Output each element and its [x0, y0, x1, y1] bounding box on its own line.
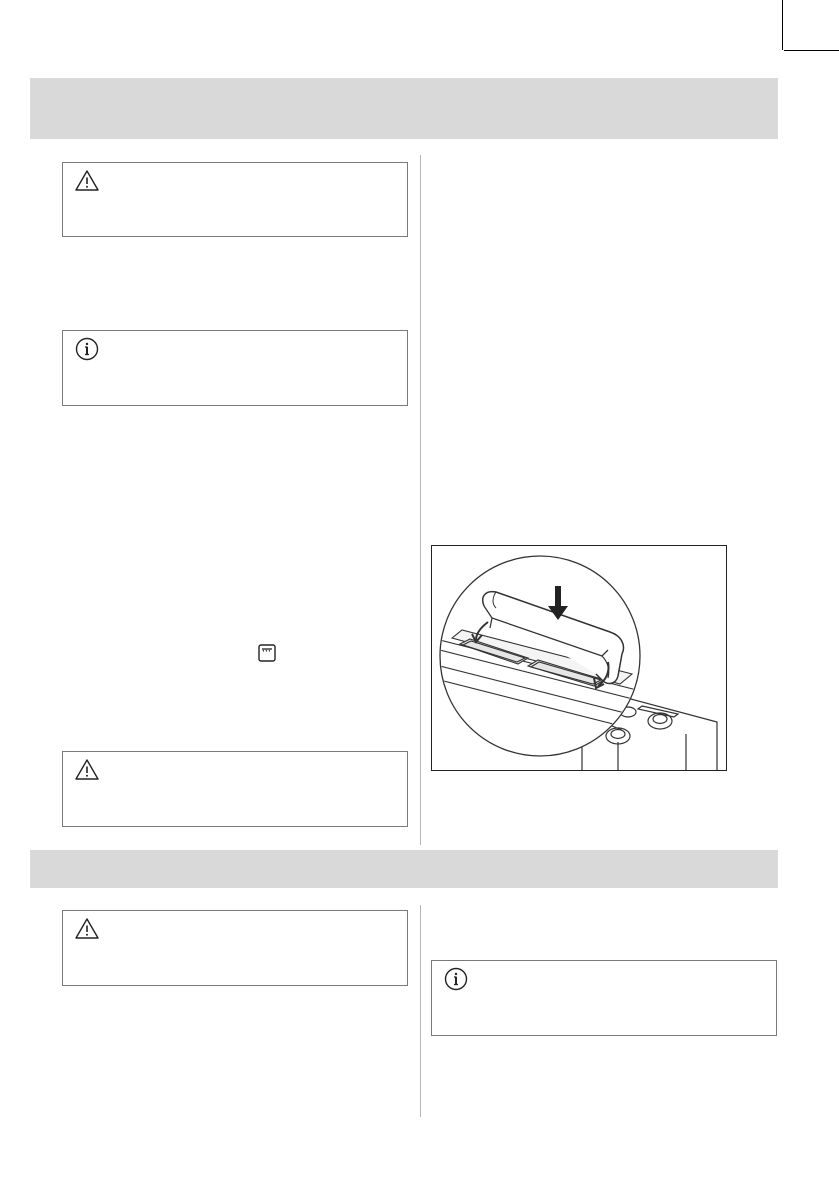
info-notice-1: [62, 330, 408, 406]
info-notice-2: [431, 960, 777, 1036]
warning-triangle-icon: [75, 169, 99, 193]
section-header-bar-1: [30, 78, 778, 139]
column-divider-1: [420, 155, 421, 845]
info-circle-icon: [444, 967, 468, 991]
warning-triangle-icon: [75, 917, 99, 941]
info-circle-icon: [75, 337, 99, 361]
lid-installation-illustration: [431, 545, 727, 771]
warning-notice-1: [62, 162, 408, 237]
oven-function-icon: [258, 644, 276, 662]
column-divider-2: [420, 905, 421, 1117]
crop-mark-horizontal: [784, 50, 839, 51]
section-header-bar-2: [30, 850, 778, 888]
crop-mark-vertical: [782, 0, 783, 50]
warning-triangle-icon: [75, 758, 99, 782]
warning-notice-3: [62, 910, 408, 986]
warning-notice-2: [62, 751, 408, 827]
